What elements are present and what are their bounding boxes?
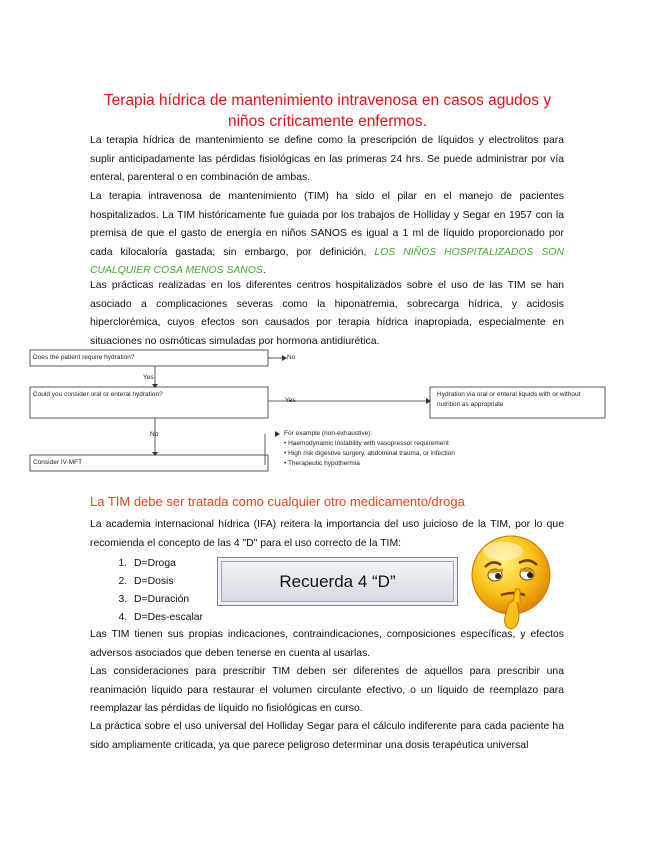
flow-consider: Consider IV-MFT bbox=[33, 459, 83, 466]
list-item: 2. D=Dosis bbox=[130, 573, 203, 591]
title-line-1: Terapia hídrica de mantenimiento intravenosa en casos agudos y bbox=[103, 92, 552, 109]
flow-yes-2: Yes bbox=[285, 397, 296, 404]
highlight-hospitalized-children: LOS NIÑOS HOSPITALIZADOS SON CUALQUIER COSA MENOS SANOS bbox=[90, 246, 564, 276]
paragraph-considerations: Las consideraciones para prescribir TIM deben ser diferentes de aquellos para prescribir una reanimación líquido para restaurar el volumen circulante efectivo, o un líquido de reemplazo para reemplazar las pérdidas de líquido no fisiológicas en curso. bbox=[90, 666, 564, 714]
paragraph-ifa: La academia internacional hídrica (IFA) reitera la importancia del uso juicioso de la TIM, por lo que recomienda el concepto de las 4 "D" para el uso correcto de la TIM: bbox=[90, 519, 564, 549]
list-item: 1. D=Droga bbox=[130, 555, 203, 573]
paragraph-indications: Las TIM tienen sus propias indicaciones, contraindicaciones, composiciones específicas, y efectos adversos asociados que deben tenerse en cuenta al usarlas. bbox=[90, 629, 564, 659]
thinking-face-icon bbox=[463, 529, 561, 634]
paragraph-holliday-segar: La práctica sobre el uso universal del Holliday Segar para el cálculo indiferente para cada paciente ha sido ampliamente criticada, ya que parece peligroso determinar una dosis terapéutica universal bbox=[90, 721, 564, 751]
flow-no-2: No bbox=[150, 431, 159, 438]
title-line-2: niños críticamente enfermos. bbox=[227, 113, 427, 130]
flow-example-2: • High risk digestive surgery, abdominal trauma, or infection bbox=[284, 450, 455, 457]
list-item: 4. D=Des-escalar bbox=[130, 609, 203, 627]
paragraph-tim-history-end: . bbox=[262, 265, 266, 276]
four-d-list bbox=[90, 555, 203, 627]
paragraph-complications: Las prácticas realizadas en los diferentes centros hospitalizados sobre el uso de las TIM se han asociado a complicaciones severas como la hiponatremia, sobrecarga hídrica, y acidosis hiperclorémica, cuyos efectos son causados por terapia hídrica inapropiada, especialmente en situaciones no osmóticas simuladas por hormona antidiurética. bbox=[90, 280, 564, 347]
flow-example-1: • Haemodynamic instability with vasopressor requirement bbox=[284, 440, 449, 447]
flow-yes-1: Yes bbox=[143, 374, 154, 381]
paragraph-tim-history-text: La terapia intravenosa de mantenimiento (TIM) ha sido el pilar en el manejo de pacientes hospitalizados. La TIM históricamente fue guiada por los trabajos de Holliday y Segar en 1957 con la premisa de que el gasto de energía en niños SANOS es igual a 1 ml de líquido proporcionado por cada kilocaloría gastada; sin embargo, por definición, bbox=[90, 191, 564, 258]
arrowhead-examples bbox=[275, 431, 280, 437]
flow-result-line-2: nutrition as appropriate bbox=[437, 401, 504, 408]
flow-no-1: No bbox=[287, 354, 296, 361]
flow-examples-title: For example (non-exhaustive): bbox=[284, 430, 373, 437]
reminder-text: Recuerda 4 “D” bbox=[279, 571, 396, 591]
reminder-box bbox=[217, 557, 458, 606]
list-item: 3. D=Duración bbox=[130, 591, 203, 609]
flow-q2: Could you consider oral or enteral hydration? bbox=[33, 391, 163, 398]
flow-q1: Does the patient require hydration? bbox=[33, 354, 135, 361]
paragraph-definition: La terapia hídrica de mantenimiento se define como la prescripción de líquidos y electrolitos para suplir anticipadamente las pérdidas fisiológicas en las primeras 24 hrs. Se puede administrar por vía enteral, parenteral o en combinación de ambas. bbox=[90, 135, 564, 183]
flow-example-3: • Therapeutic hypothermia bbox=[284, 460, 360, 467]
section-heading: La TIM debe ser tratada como cualquier otro medicamento/droga bbox=[90, 494, 465, 509]
flow-result-line-1: Hydration via oral or enteral liquids with or without bbox=[437, 391, 581, 398]
